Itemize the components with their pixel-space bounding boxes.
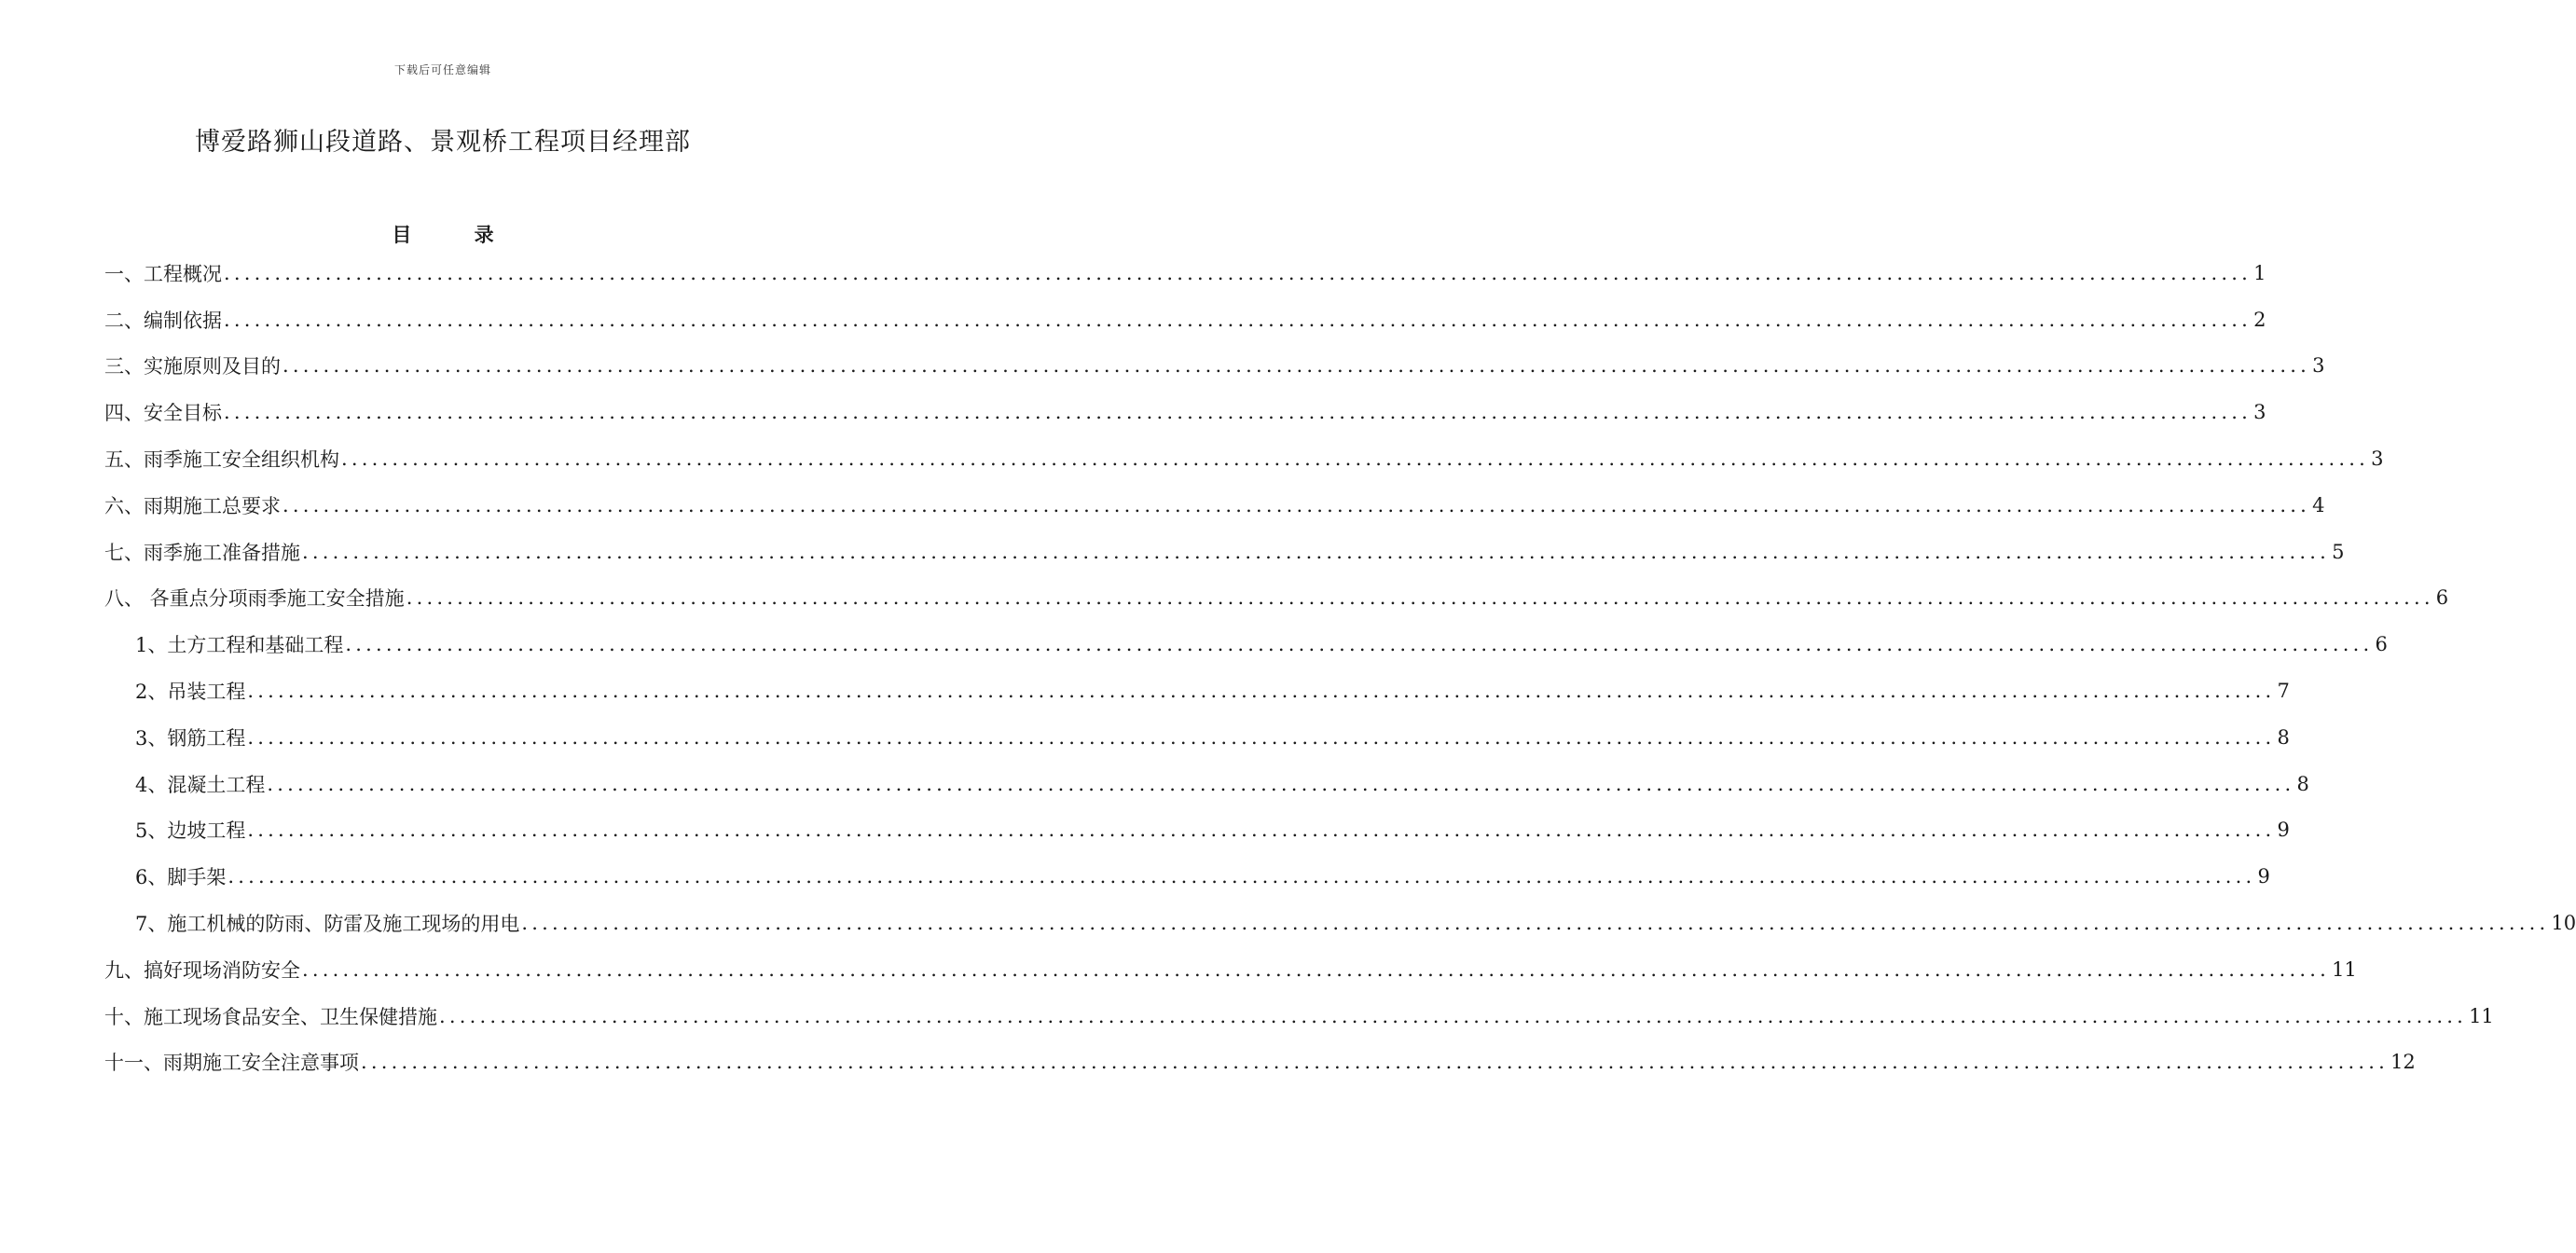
toc-entry-page: 3 <box>2312 354 2325 378</box>
toc-entry[interactable] <box>104 714 2290 761</box>
toc-leader-dots: ........................................................................................................................................................................................................ <box>247 725 2276 749</box>
toc-entry[interactable] <box>104 482 2325 529</box>
header-note: 下载后可任意编辑 <box>393 63 491 76</box>
toc-leader-dots: ........................................................................................................................................................................................................ <box>361 1051 2390 1074</box>
toc-leader-dots: ........................................................................................................................................................................................................ <box>439 1004 2468 1027</box>
toc-entry[interactable] <box>104 853 2270 900</box>
toc-entry-page: 1 <box>2253 261 2266 284</box>
toc-entry-label: 5、边坡工程 <box>135 819 246 843</box>
toc-entry[interactable] <box>104 900 2576 946</box>
toc-entry-page: 10 <box>2551 912 2576 935</box>
toc-entry[interactable] <box>104 807 2290 854</box>
toc-entry-label: 九、搞好现场消防安全 <box>104 958 300 982</box>
toc-entry-page: 12 <box>2390 1051 2416 1074</box>
toc-leader-dots: ........................................................................................................................................................................................................ <box>282 354 2311 378</box>
toc-entry-label: 五、雨季施工安全组织机构 <box>104 448 339 472</box>
toc-entry[interactable] <box>104 435 2384 482</box>
toc-leader-dots: ........................................................................................................................................................................................................ <box>345 633 2374 656</box>
toc-leader-dots: ........................................................................................................................................................................................................ <box>224 401 2252 424</box>
toc-entry-label: 4、混凝土工程 <box>135 773 266 796</box>
toc-leader-dots: ........................................................................................................................................................................................................ <box>267 772 2295 795</box>
toc-entry-label: 2、吊装工程 <box>135 681 246 704</box>
toc-entry[interactable] <box>104 529 2345 575</box>
toc-entry[interactable] <box>104 993 2494 1040</box>
toc-entry-label: 7、施工机械的防雨、防雷及施工现场的用电 <box>135 913 520 936</box>
toc-entry-label: 十一、雨期施工安全注意事项 <box>104 1052 359 1075</box>
toc-entry-page: 8 <box>2296 772 2309 795</box>
toc-entry-page: 3 <box>2253 401 2266 424</box>
toc-entry[interactable] <box>104 250 2266 296</box>
toc-entry-label: 三、实施原则及目的 <box>104 355 281 379</box>
toc-entry-page: 4 <box>2312 493 2325 516</box>
toc-entry-label: 七、雨季施工准备措施 <box>104 541 300 564</box>
toc-entry-label: 一、工程概况 <box>104 262 222 285</box>
toc-leader-dots: ........................................................................................................................................................................................................ <box>227 865 2256 888</box>
toc-entry-page: 9 <box>2277 819 2290 842</box>
toc-entry-label: 3、钢筋工程 <box>135 726 246 750</box>
toc-entry[interactable] <box>104 761 2309 807</box>
toc-entry-page: 6 <box>2435 586 2449 610</box>
toc-leader-dots: ........................................................................................................................................................................................................ <box>521 912 2550 935</box>
toc-entry[interactable] <box>104 621 2388 668</box>
toc-entry[interactable] <box>104 668 2290 714</box>
toc-leader-dots: ........................................................................................................................................................................................................ <box>282 493 2311 516</box>
document-title: 博爱路狮山段道路、景观桥工程项目经理部 <box>195 128 691 157</box>
table-of-contents <box>104 250 2576 1085</box>
toc-leader-dots: ........................................................................................................................................................................................................ <box>247 680 2276 703</box>
toc-entry[interactable] <box>104 1040 2416 1086</box>
toc-entry-page: 11 <box>2332 957 2357 981</box>
toc-leader-dots: ........................................................................................................................................................................................................ <box>247 819 2276 842</box>
toc-entry-label: 十、施工现场食品安全、卫生保健措施 <box>104 1005 437 1028</box>
toc-entry-label: 二、编制依据 <box>104 309 222 332</box>
toc-entry-label: 八、 各重点分项雨季施工安全措施 <box>104 587 405 611</box>
toc-entry-page: 9 <box>2257 865 2270 888</box>
toc-entry[interactable] <box>104 343 2325 390</box>
toc-leader-dots: ........................................................................................................................................................................................................ <box>302 957 2331 981</box>
toc-entry[interactable] <box>104 389 2266 435</box>
toc-entry-label: 1、土方工程和基础工程 <box>135 634 344 657</box>
toc-leader-dots: ........................................................................................................................................................................................................ <box>224 261 2252 284</box>
toc-entry[interactable] <box>104 946 2357 993</box>
toc-entry[interactable] <box>104 296 2266 343</box>
toc-leader-dots: ........................................................................................................................................................................................................ <box>341 448 2370 471</box>
toc-entry-page: 6 <box>2375 633 2388 656</box>
toc-leader-dots: ........................................................................................................................................................................................................ <box>406 586 2434 610</box>
toc-entry-page: 3 <box>2371 448 2384 471</box>
toc-heading: 目 录 <box>392 223 522 246</box>
toc-entry-label: 6、脚手架 <box>135 866 227 889</box>
toc-entry-label: 六、雨期施工总要求 <box>104 494 281 517</box>
toc-entry-page: 5 <box>2332 540 2345 563</box>
toc-entry-page: 7 <box>2277 680 2290 703</box>
toc-entry-label: 四、安全目标 <box>104 402 222 425</box>
toc-entry-page: 11 <box>2469 1004 2494 1027</box>
toc-entry-page: 8 <box>2277 725 2290 749</box>
toc-entry-page: 2 <box>2253 308 2266 331</box>
toc-leader-dots: ........................................................................................................................................................................................................ <box>224 308 2252 331</box>
toc-entry[interactable] <box>104 575 2449 622</box>
toc-leader-dots: ........................................................................................................................................................................................................ <box>302 540 2331 563</box>
